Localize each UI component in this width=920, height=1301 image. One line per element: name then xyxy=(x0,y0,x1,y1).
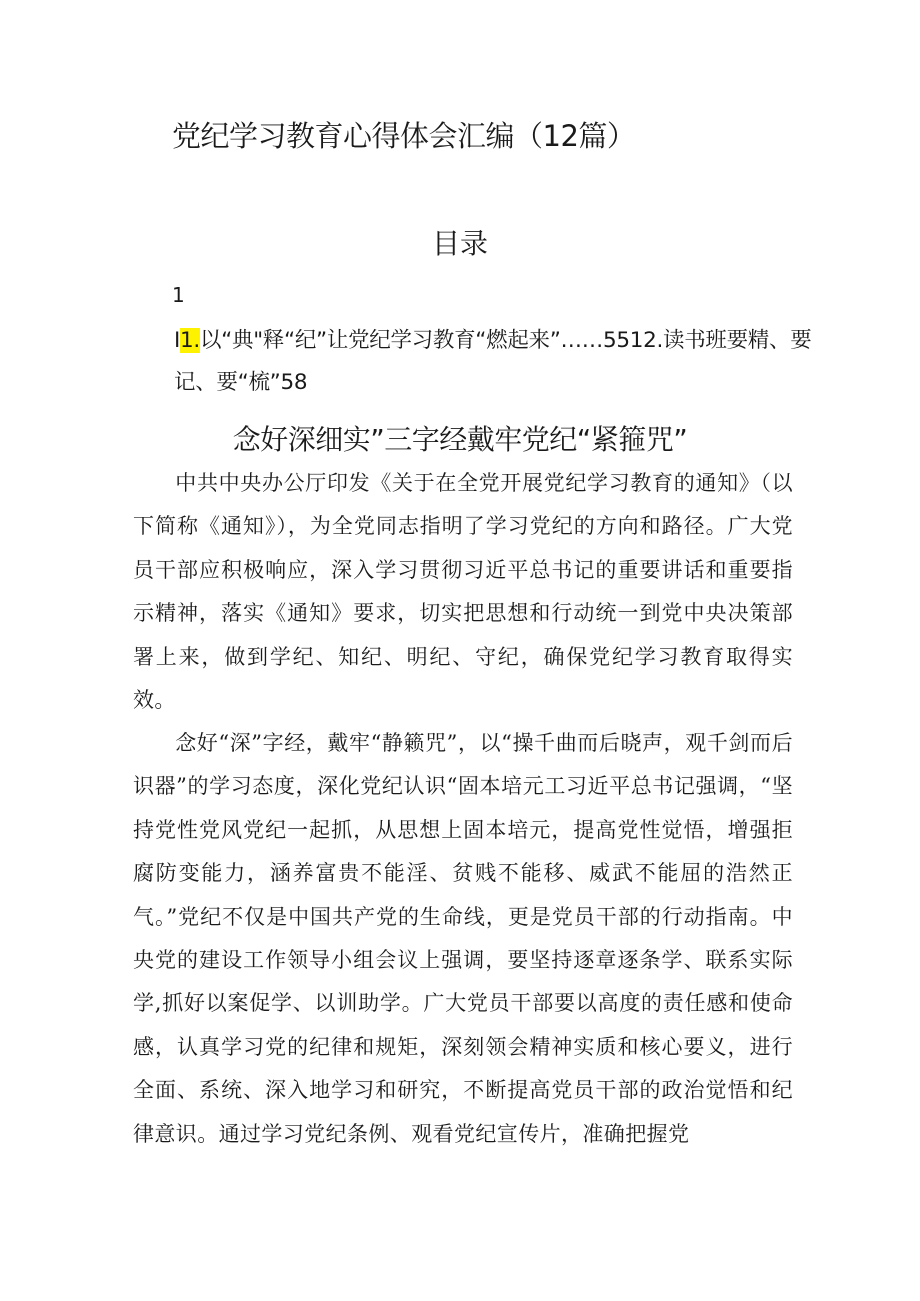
toc-entry[interactable] xyxy=(174,320,814,404)
paragraph-text: 念好“深”字经，戴牢“静籁咒”，以“操千曲而后晓声，观千剑而后识器”的学习态度，深化党纪认识“固本培元工习近平总书记强调，“坚持党性党风党纪一起抓，从思想上固本培元，提高党性觉悟，增强拒腐防变能力，涵养富贵不能淫、贫贱不能移、威武不能屈的浩然正气。”党纪不仅是中国共产党的生命线，更是党员干部的行动指南。中央党的建设工作领导小组会议上强调，要坚持逐章逐条学、联系实际学,抓好以案促学、以训助学。广大党员干部要以高度的责任感和使命感，认真学习党的纪律和规矩，深刻领会精神实质和核心要义，进行全面、系统、深入地学习和研究，不断提高党员干部的政治觉悟和纪律意识。通过学习党纪条例、观看党纪宣传片，准确把握党 xyxy=(133,731,793,1146)
document-title: 党纪学习教育心得体会汇编（12篇） xyxy=(172,119,636,153)
toc-number: 1 xyxy=(172,283,185,307)
body-paragraph xyxy=(133,462,793,722)
section-title: 念好深细实”三字经戴牢党纪“紧箍咒” xyxy=(232,423,688,456)
toc-heading: 目录 xyxy=(431,227,488,260)
toc-entry-text: 以“典"释“纪”让党纪学习教育“燃起来”……5512.读书班要精、要记、要“梳”58 xyxy=(174,328,812,395)
toc-entry-highlight: 1. xyxy=(180,328,200,353)
toc-entry-prefix: I xyxy=(174,328,181,353)
paragraph-text: 中共中央办公厅印发《关于在全党开展党纪学习教育的通知》（以下简称《通知》），为全党同志指明了学习党纪的方向和路径。广大党员干部应积极响应，深入学习贯彻习近平总书记的重要讲话和重要指示精神，落实《通知》要求，切实把思想和行动统一到党中央决策部署上来，做到学纪、知纪、明纪、守纪，确保党纪学习教育取得实效。 xyxy=(133,471,793,713)
body-paragraph xyxy=(133,722,793,1156)
